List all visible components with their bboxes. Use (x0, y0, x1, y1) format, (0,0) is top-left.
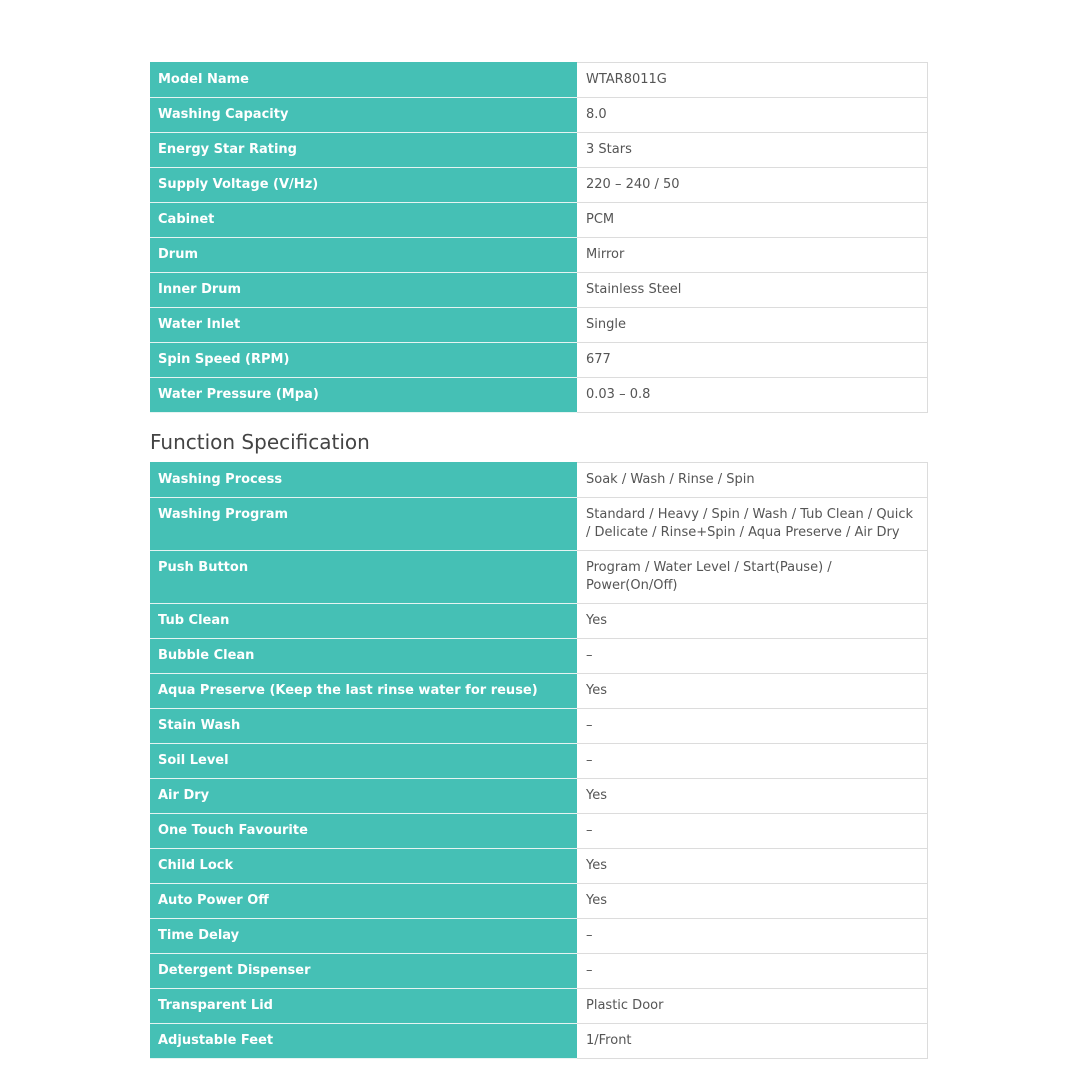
spec-value: – (577, 639, 928, 674)
spec-label: Drum (151, 238, 577, 273)
spec-label: Washing Process (151, 463, 577, 498)
spec-label: Washing Capacity (151, 98, 577, 133)
spec-value: – (577, 814, 928, 849)
spec-label: Child Lock (151, 849, 577, 884)
spec-row (151, 849, 928, 884)
spec-row (151, 884, 928, 919)
spec-label: Water Pressure (Mpa) (151, 378, 577, 413)
spec-row (151, 378, 928, 413)
spec-value: 3 Stars (577, 133, 928, 168)
spec-label: Time Delay (151, 919, 577, 954)
spec-row (151, 551, 928, 604)
spec-value: 0.03 – 0.8 (577, 378, 928, 413)
spec-value: – (577, 744, 928, 779)
spec-label: Aqua Preserve (Keep the last rinse water for reuse) (151, 674, 577, 709)
function-spec-title: Function Specification (150, 430, 370, 454)
general-spec-table (150, 62, 928, 413)
spec-row (151, 989, 928, 1024)
spec-row (151, 814, 928, 849)
spec-row (151, 168, 928, 203)
spec-label: Spin Speed (RPM) (151, 343, 577, 378)
spec-label: Water Inlet (151, 308, 577, 343)
spec-value: Yes (577, 884, 928, 919)
spec-row (151, 674, 928, 709)
spec-value: Program / Water Level / Start(Pause) / Power(On/Off) (577, 551, 928, 604)
spec-row (151, 308, 928, 343)
spec-row (151, 498, 928, 551)
spec-label: Adjustable Feet (151, 1024, 577, 1059)
spec-value: Standard / Heavy / Spin / Wash / Tub Clean / Quick / Delicate / Rinse+Spin / Aqua Preserve / Air Dry (577, 498, 928, 551)
spec-row (151, 1024, 928, 1059)
function-spec-table (150, 462, 928, 1059)
spec-value: 8.0 (577, 98, 928, 133)
spec-row (151, 779, 928, 814)
spec-value: Plastic Door (577, 989, 928, 1024)
spec-label: Cabinet (151, 203, 577, 238)
spec-label: Model Name (151, 63, 577, 98)
spec-value: Yes (577, 849, 928, 884)
spec-row (151, 133, 928, 168)
spec-row (151, 343, 928, 378)
spec-row (151, 273, 928, 308)
spec-label: Washing Program (151, 498, 577, 551)
spec-label: Push Button (151, 551, 577, 604)
spec-label: Inner Drum (151, 273, 577, 308)
spec-value: Yes (577, 604, 928, 639)
spec-value: 1/Front (577, 1024, 928, 1059)
spec-row (151, 604, 928, 639)
spec-row (151, 744, 928, 779)
spec-row (151, 63, 928, 98)
spec-label: Stain Wash (151, 709, 577, 744)
spec-row (151, 639, 928, 674)
spec-label: Soil Level (151, 744, 577, 779)
spec-row (151, 954, 928, 989)
spec-label: Energy Star Rating (151, 133, 577, 168)
spec-row (151, 238, 928, 273)
spec-label: Auto Power Off (151, 884, 577, 919)
spec-label: One Touch Favourite (151, 814, 577, 849)
spec-label: Detergent Dispenser (151, 954, 577, 989)
spec-label: Transparent Lid (151, 989, 577, 1024)
spec-value: WTAR8011G (577, 63, 928, 98)
spec-label: Bubble Clean (151, 639, 577, 674)
spec-value: – (577, 954, 928, 989)
spec-value: PCM (577, 203, 928, 238)
spec-value: Single (577, 308, 928, 343)
spec-value: Mirror (577, 238, 928, 273)
spec-value: Yes (577, 674, 928, 709)
spec-value: Yes (577, 779, 928, 814)
spec-value: Soak / Wash / Rinse / Spin (577, 463, 928, 498)
spec-value: – (577, 709, 928, 744)
spec-label: Supply Voltage (V/Hz) (151, 168, 577, 203)
spec-value: Stainless Steel (577, 273, 928, 308)
spec-value: 220 – 240 / 50 (577, 168, 928, 203)
spec-value: 677 (577, 343, 928, 378)
spec-row (151, 203, 928, 238)
spec-row (151, 98, 928, 133)
spec-row (151, 919, 928, 954)
spec-label: Tub Clean (151, 604, 577, 639)
spec-row (151, 709, 928, 744)
spec-label: Air Dry (151, 779, 577, 814)
spec-row (151, 463, 928, 498)
spec-value: – (577, 919, 928, 954)
